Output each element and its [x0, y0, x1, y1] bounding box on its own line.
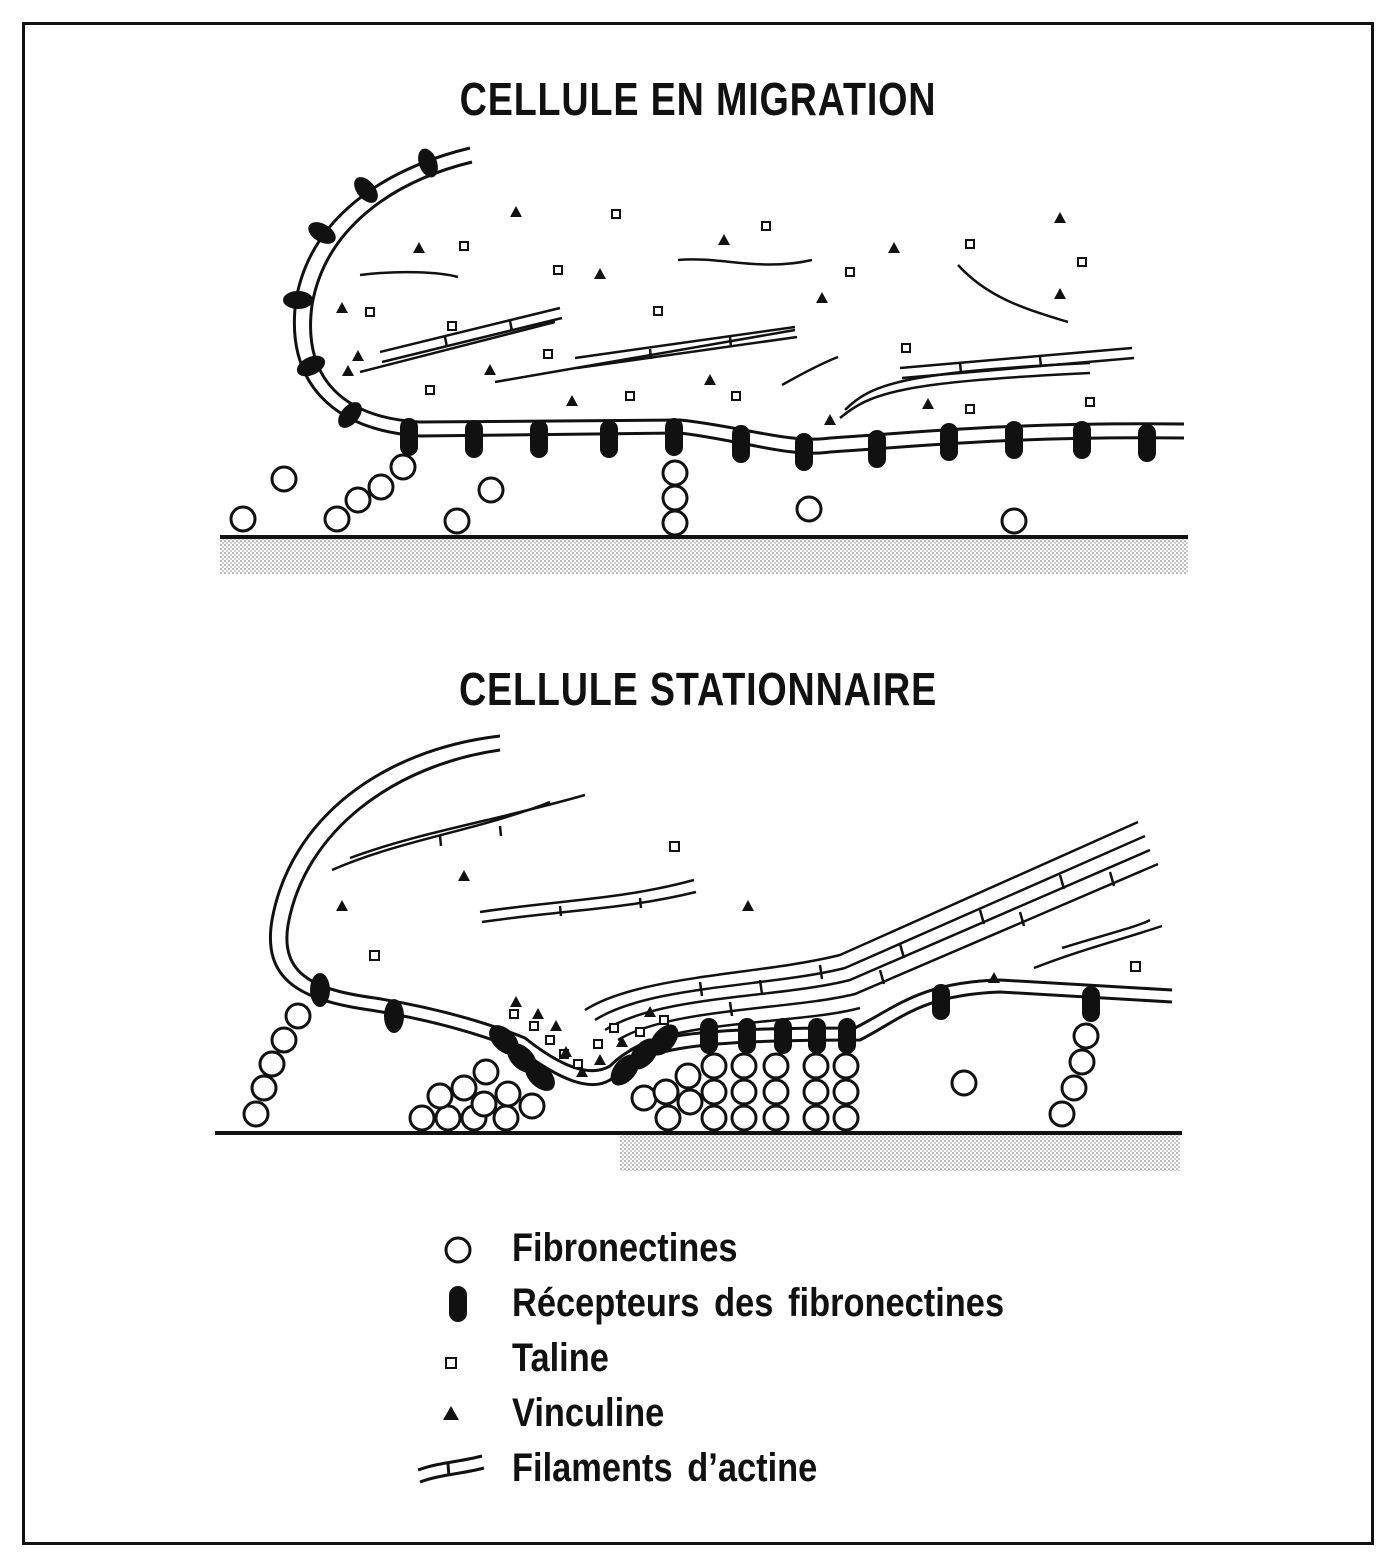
receptor [795, 433, 813, 471]
substrate-top [220, 538, 1188, 574]
receptor [868, 430, 886, 468]
receptor [774, 1018, 792, 1054]
actin-filaments-top [360, 259, 1134, 418]
legend-label-talin: Taline [512, 1336, 609, 1380]
receptor-icon [449, 1286, 467, 1322]
title-migrating-cell: CELLULE EN MIGRATION [459, 73, 937, 125]
actin-filament-icon [418, 1456, 484, 1482]
receptor [932, 984, 950, 1020]
fibronectins-bottom [244, 1004, 1098, 1130]
receptors-bottom [310, 973, 1100, 1097]
vinculin-icon [443, 1406, 459, 1420]
fibronectins-top [231, 455, 1026, 535]
legend-label-actin: Filaments d’actine [512, 1446, 818, 1490]
talin-top [366, 210, 1094, 413]
vinculin-top [336, 206, 1066, 425]
receptor [1005, 421, 1023, 459]
receptor [808, 1018, 826, 1054]
receptor [1138, 424, 1156, 462]
receptor [838, 1018, 856, 1054]
receptor [1073, 421, 1091, 459]
actin-bundle-bottom [332, 795, 1162, 1050]
receptor [738, 1018, 756, 1054]
legend-icons [418, 1238, 484, 1482]
stationary-cell-diagram [215, 736, 1182, 1171]
receptor [384, 999, 404, 1033]
talin-icon [446, 1358, 456, 1368]
receptor [310, 973, 330, 1007]
title-stationary-cell: CELLULE STATIONNAIRE [458, 663, 938, 715]
substrate-bottom [620, 1135, 1180, 1171]
legend-label-vinculin: Vinculine [512, 1391, 665, 1435]
migrating-cell-diagram [220, 146, 1188, 574]
cell-membrane-bottom [270, 736, 1172, 1085]
legend-label-receptors: Récepteurs des fibronectines [512, 1281, 1005, 1325]
receptor [665, 418, 683, 456]
legend-label-fibronectins: Fibronectines [512, 1226, 738, 1270]
receptor [465, 420, 483, 458]
receptor [732, 425, 750, 463]
fibronectin-icon [446, 1238, 470, 1262]
receptor [400, 418, 418, 456]
receptor [700, 1018, 718, 1054]
receptor [1082, 986, 1100, 1022]
receptor [530, 420, 548, 458]
receptor [283, 291, 313, 309]
cell-membrane-top [294, 148, 1184, 453]
receptor [600, 420, 618, 458]
receptor [940, 423, 958, 461]
